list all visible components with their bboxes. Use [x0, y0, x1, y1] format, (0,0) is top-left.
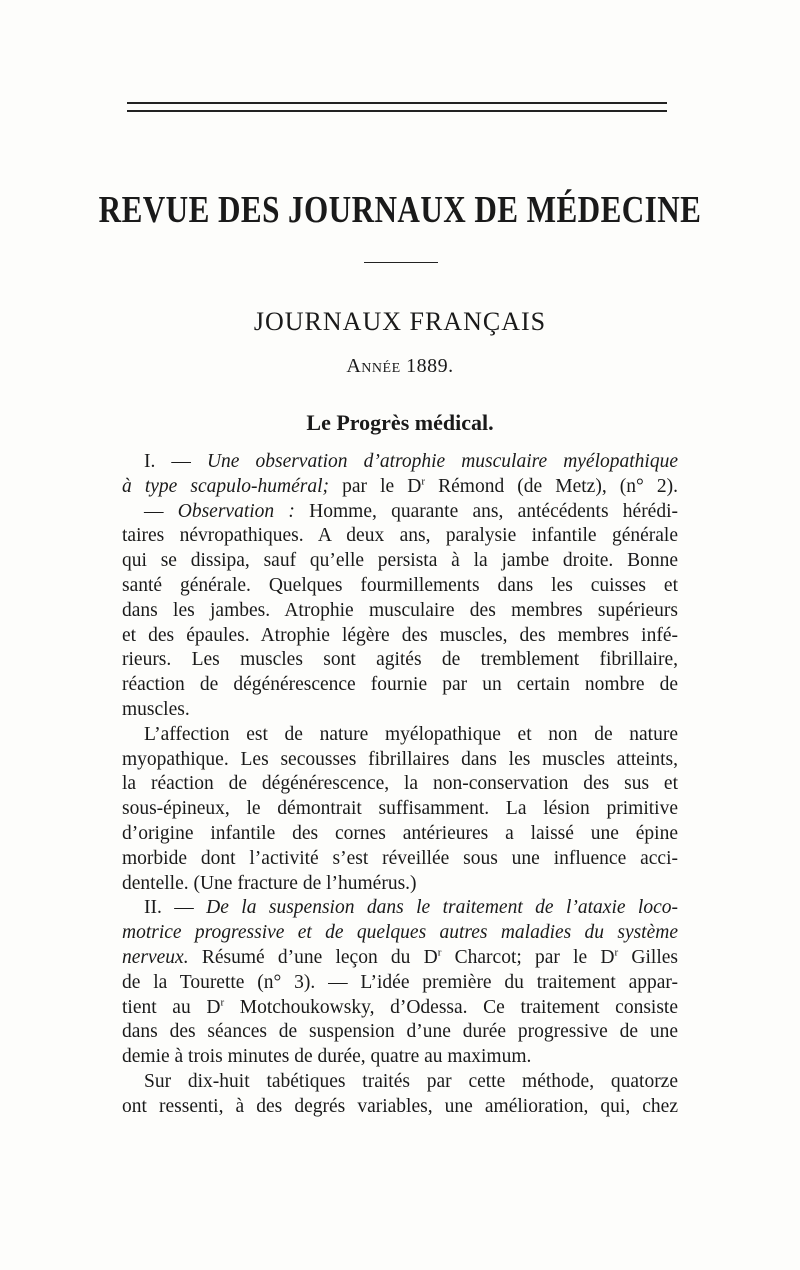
text-line-6: santé générale. Quelques fourmillements dans les cuisses et	[122, 574, 678, 596]
section-title: JOURNAUX FRANÇAIS	[253, 307, 547, 336]
text-line-15: sous-épineux, le démontrait suffisamment. La lésion primitive	[122, 798, 678, 820]
text-line-2: à type scapulo-huméral; par le $D^r$ Rémond (de Metz), (n° 2).	[122, 475, 679, 497]
article-title-2-part-2: motrice progressive et de quelques autres maladies du système	[122, 922, 678, 944]
journal-name-heading: Le Progrès médical.	[306, 410, 494, 435]
year-label: Année 1889.	[346, 355, 454, 377]
top-double-rule-upper	[127, 102, 667, 104]
title-separator-rule	[364, 262, 438, 263]
text-line-11: muscles.	[122, 698, 190, 720]
text-line-27: ont ressenti, à des degrés variables, une amélioration, qui, chez	[122, 1095, 678, 1117]
text-line-16: d’origine infantile des cornes antérieures a laissé une épine	[122, 822, 678, 844]
text-line-26: Sur dix-huit tabétiques traités par cette méthode, quatorze	[144, 1070, 678, 1092]
text-line-10: réaction de dégénérescence fournie par un certain nombre de	[122, 674, 678, 696]
text-line-12: L’affection est de nature myélopathique et non de nature	[144, 723, 678, 745]
article-body	[122, 450, 678, 1120]
text-line-22: de la Tourette (n° 3). — L’idée première du traitement appar-	[122, 971, 678, 993]
text-line-24: dans des séances de suspension d’une durée progressive de une	[122, 1021, 678, 1043]
text-line-14: la réaction de dégénérescence, la non-conservation des sus et	[122, 773, 678, 795]
article-title-2-part-3: nerveux.	[122, 946, 189, 968]
top-double-rule-lower	[127, 110, 667, 112]
text-line-9: rieurs. Les muscles sont agités de tremblement fibrillaire,	[122, 649, 678, 671]
article-title-1-part-2: à type scapulo-huméral;	[122, 475, 330, 497]
text-line-21: nerveux. Résumé d’une leçon du $D^r$ Charcot; par le $D^r$ Gilles	[122, 946, 678, 968]
article-title-1-part-1: Une observation d’atrophie musculaire myélopathique	[206, 451, 678, 472]
text-line-1: I. — Une observation d’atrophie musculaire myélopathique	[144, 451, 678, 472]
text-line-7: dans les jambes. Atrophie musculaire des membres supérieurs	[122, 599, 678, 621]
text-line-23: tient au $D^r$ Motchoukowsky, d’Odessa. Ce traitement consiste	[122, 996, 678, 1018]
text-line-25: demie à trois minutes de durée, quatre au maximum.	[122, 1046, 532, 1068]
text-line-3: — Observation : Homme, quarante ans, antécédents hérédi-	[144, 500, 679, 522]
text-line-8: et des épaules. Atrophie légère des muscles, des membres infé-	[122, 624, 678, 646]
text-line-18: dentelle. (Une fracture de l’humérus.)	[122, 872, 417, 894]
text-line-17: morbide dont l’activité s’est réveillée sous une influence acci-	[122, 847, 678, 869]
text-line-5: qui se dissipa, sauf qu’elle persista à la jambe droite. Bonne	[122, 550, 678, 572]
text-line-19: II. — De la suspension dans le traitement de l’ataxie loco-	[144, 897, 678, 919]
article-title-2-part-1: De la suspension dans le traitement de l’ataxie loco-	[206, 897, 678, 919]
text-line-13: myopathique. Les secousses fibrillaires dans les muscles atteints,	[122, 748, 678, 770]
text-line-4: taires névropathiques. A deux ans, paralysie infantile générale	[122, 525, 678, 547]
main-title: REVUE DES JOURNAUX DE MÉDECINE	[98, 189, 702, 231]
